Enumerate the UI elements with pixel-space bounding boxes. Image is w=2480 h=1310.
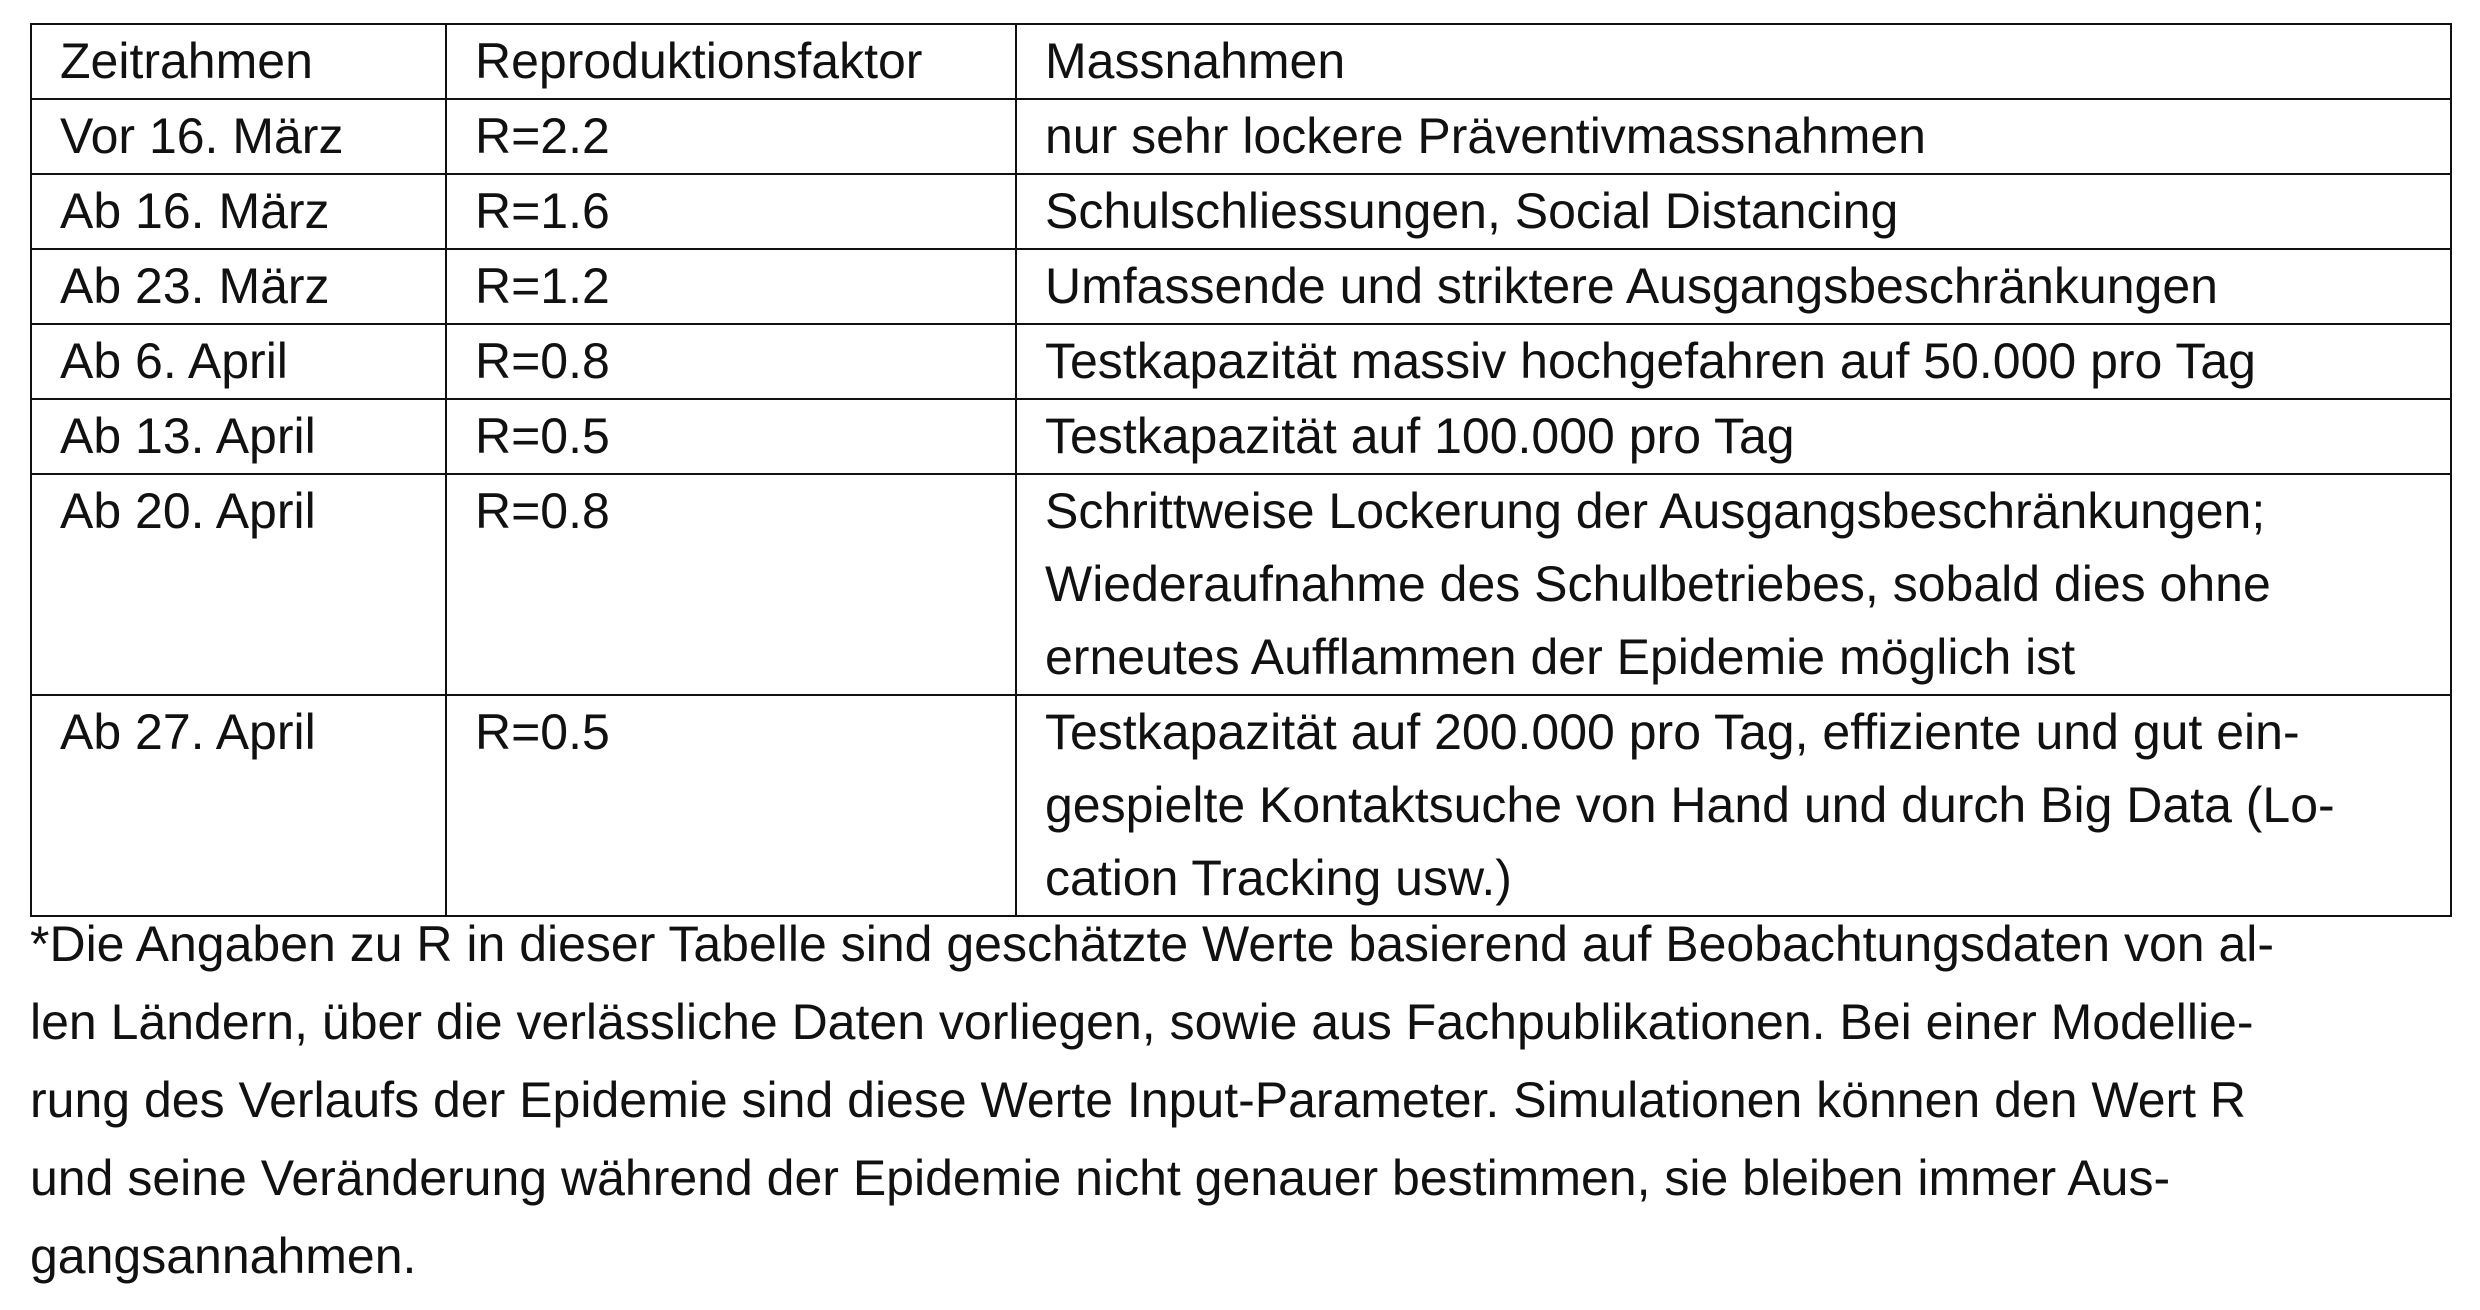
cell-text-line: nur sehr lockere Präventivmassnahmen [1045,108,1926,164]
cell-massnahmen [1016,474,2451,695]
cell-text-line: Schulschliessungen, Social Distancing [1045,183,1899,239]
cell-text-line: Wiederaufnahme des Schulbetriebes, sobald dies ohne [1045,556,2271,612]
cell-text-line: Testkapazität massiv hochgefahren auf 50.000 pro Tag [1045,333,2256,389]
footnote [30,905,2450,1295]
cell-reproduktionsfaktor: R=0.5 [446,695,1016,916]
cell-reproduktionsfaktor: R=0.5 [446,399,1016,474]
cell-zeitrahmen: Ab 13. April [31,399,446,474]
cell-massnahmen [1016,99,2451,174]
cell-text-line: cation Tracking usw.) [1045,850,1512,906]
cell-massnahmen [1016,174,2451,249]
cell-zeitrahmen: Ab 16. März [31,174,446,249]
table-row [31,474,2451,695]
measures-table [30,23,2452,917]
footnote-line: und seine Veränderung während der Epidemie nicht genauer bestimmen, sie bleiben immer Aus- [30,1150,2171,1206]
cell-zeitrahmen: Vor 16. März [31,99,446,174]
table-header-row [31,24,2451,99]
table-row [31,695,2451,916]
cell-text-line: Testkapazität auf 100.000 pro Tag [1045,408,1795,464]
cell-text-line: Testkapazität auf 200.000 pro Tag, effiziente und gut ein- [1045,704,2300,760]
cell-text-line: Umfassende und striktere Ausgangsbeschränkungen [1045,258,2218,314]
cell-reproduktionsfaktor: R=0.8 [446,474,1016,695]
table-row [31,174,2451,249]
cell-text-line: gespielte Kontaktsuche von Hand und durch Big Data (Lo- [1045,777,2335,833]
cell-reproduktionsfaktor: R=1.2 [446,249,1016,324]
cell-massnahmen [1016,324,2451,399]
cell-reproduktionsfaktor: R=0.8 [446,324,1016,399]
footnote-line: rung des Verlaufs der Epidemie sind diese Werte Input-Parameter. Simulationen können den Wert R [30,1072,2247,1128]
header-massnahmen: Massnahmen [1016,24,2451,99]
footnote-line: gangsannahmen. [30,1228,417,1284]
footnote-line: *Die Angaben zu R in dieser Tabelle sind geschätzte Werte basierend auf Beobachtungsdaten von al- [30,916,2275,972]
table-row [31,99,2451,174]
cell-zeitrahmen: Ab 20. April [31,474,446,695]
header-reproduktionsfaktor: Reproduktionsfaktor [446,24,1016,99]
header-zeitrahmen: Zeitrahmen [31,24,446,99]
cell-text-line: Schrittweise Lockerung der Ausgangsbeschränkungen; [1045,483,2266,539]
cell-massnahmen [1016,695,2451,916]
cell-zeitrahmen: Ab 27. April [31,695,446,916]
cell-reproduktionsfaktor: R=1.6 [446,174,1016,249]
cell-massnahmen [1016,249,2451,324]
cell-text-line: erneutes Aufflammen der Epidemie möglich ist [1045,629,2076,685]
cell-reproduktionsfaktor: R=2.2 [446,99,1016,174]
table-row [31,399,2451,474]
cell-massnahmen [1016,399,2451,474]
table-row [31,324,2451,399]
table-row [31,249,2451,324]
cell-zeitrahmen: Ab 6. April [31,324,446,399]
table-body [31,24,2451,916]
footnote-line: len Ländern, über die verlässliche Daten vorliegen, sowie aus Fachpublikationen. Bei einer Modellie- [30,994,2254,1050]
cell-zeitrahmen: Ab 23. März [31,249,446,324]
